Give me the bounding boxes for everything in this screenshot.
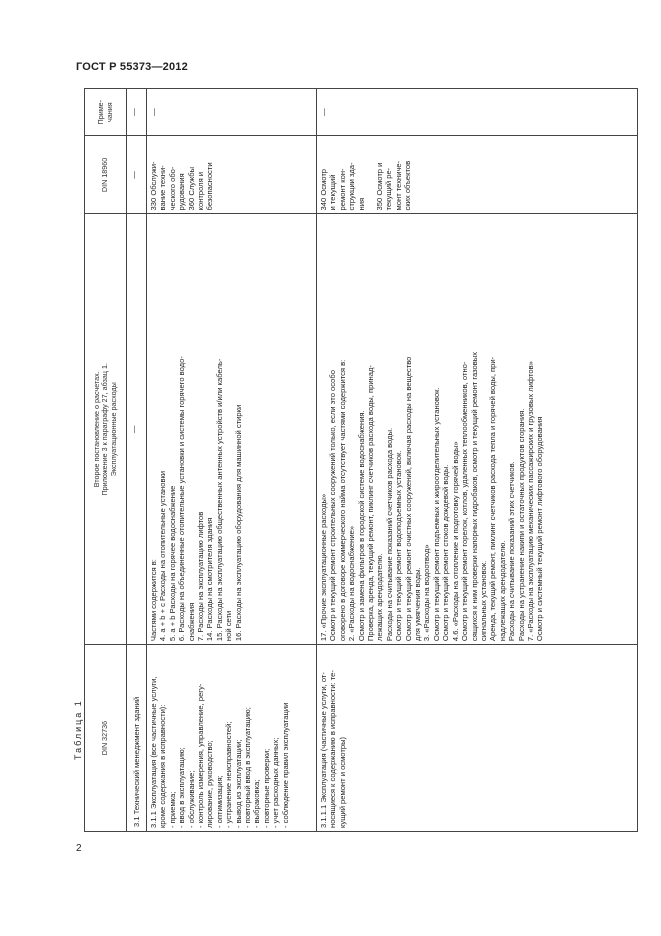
header-notes-line: чания [104,102,114,122]
section-notes-dash: — [127,89,147,136]
header-notes-line: Приме- [95,99,105,125]
text-line: - оптимизация; [214,775,224,828]
header-ordinance-line: Второе постановление о расчетах. [91,371,101,488]
header-ordinance-line: Эксплуатационные расходы [108,382,118,477]
text-line: 330 Обслужи- [149,161,158,211]
text-line: сигнальных установок. [478,560,488,642]
text-line: Осмотр и замена фильтров в городской системе водоснабжения. [356,410,366,642]
row2-notes-dash: — [317,89,638,136]
text-line: 6. Расходы на объединенные отопительные установки и системы горячего водо- [177,356,187,642]
header-din32736: DIN 32736 [85,645,127,832]
text-line: 14. Расходы на смотрителя здания [205,517,215,642]
text-line: снабжения [186,602,196,642]
text-line: текущий ре- [384,167,394,211]
header-row [85,89,127,832]
row2-din18960 [317,136,638,214]
text-line: рудования [177,173,187,211]
table-row-operation [147,89,317,832]
section-row [127,89,147,832]
text-line: Расходы на считывание показаний счетчиков расхода воды. [384,427,394,642]
row2-ordinance [317,214,638,645]
row1-notes-dash: — [147,89,317,136]
text-line: 340 Осмотр [319,168,328,211]
text-line: монт техниче- [393,160,403,211]
text-line: 7. Расходы на эксплуатацию лифтов [196,511,206,642]
text-line: 350 Осмотр и [375,162,385,211]
text-line: - ввод в эксплуатацию; [177,747,187,828]
text-line: Осмотр и текущий ремонт стоков дождевой воды. [441,464,451,642]
text-line: 360 Службы [186,166,196,211]
text-line: ремонт кон- [337,168,347,211]
text-line: и текущий [328,174,338,211]
header-ordinance-line: Приложение 3 к параграфу 27, абзац 1. [100,362,110,496]
text-line: надлежащих арендодателю. [497,540,507,642]
header-notes [85,89,127,136]
text-line: - контроль измерения, управление, регу- [196,683,206,828]
text-line: Осмотр и текущий ремонт строительных сооружений только, если это особо [328,370,338,642]
text-line: для умягчения воды. [413,567,423,642]
table-caption: Таблица 1 [73,699,83,760]
table-caption-wrapper [68,670,82,760]
text-line: 3. «Расходы на водоотвод» [422,544,432,642]
text-line: Осмотр и текущий ремонт горелок, котлов, удаленных теплообменников, отно- [460,361,470,642]
text-line: - выбраковка; [252,779,262,828]
text-line: - повторные проверки; [261,748,271,828]
row1-din18960 [147,136,317,214]
text-line: ния [356,197,366,211]
header-ordinance [85,214,127,645]
row1-ordinance [147,214,317,645]
text-line: Осмотр и текущий ремонт водоподъемных установок. [394,450,404,642]
header-din18960: DIN 18960 [85,136,127,214]
text-line: 5. a + b Расходы на горячее водоснабжение [167,485,177,642]
rotated-table-frame [84,88,638,832]
row2-din32736 [317,645,638,832]
text-line: безопасности [205,162,215,211]
text-line: Расходы на считывание показаний этих счетчиков. [507,461,517,642]
text-line: - устранение неисправностей; [224,721,234,828]
text-line [366,139,375,210]
text-line: - учет расходных данных; [271,737,281,828]
text-line: оговорено в договоре коммерческого найма отсутствует частями содержится в: [337,359,347,642]
text-line: Осмотр и текущий ремонт очистных сооружений, включая расходы на вещество [403,356,413,642]
text-line: носящиеся к содержанию в исправности: те- [328,670,338,828]
text-line: 4.6. «Расходы на отопление и подготовку горячей воды» [450,441,460,642]
text-line: Проверка, аренда, текущий ремонт, пиклинг счетчиков расхода воды, принад- [366,365,376,642]
text-line: 7. «Расходы на эксплуатацию механических пассажирских и грузовых лифтов» [525,361,535,642]
text-line: - соблюдение правил эксплуатации [280,702,290,828]
text-line: 4. a + b + c Расходы на отопительные установки [158,470,168,642]
text-line: 15. Расходы на эксплуатацию общественных антенных устройств и/или кабель- [214,358,224,642]
text-line: - повторный ввод в эксплуатацию; [243,707,253,828]
text-line: - вывод из эксплуатации; [233,739,243,828]
text-line: Аренда, текущий ремонт, пиклинг счетчиков расхода тепла и горячей воды, при- [488,356,498,642]
text-line: Частями содержится в: [149,559,158,642]
table-row-maintenance [317,89,638,832]
text-line: - обслуживание; [186,770,196,828]
row1-din32736 [147,645,317,832]
text-line: ских объектов [403,160,413,211]
text-line: кроме содержания в исправности): [158,704,168,828]
comparison-table [84,88,638,832]
text-line: контроля и [196,171,206,211]
section-din18960-dash: — [127,136,147,214]
text-line: 3.1.1.1 Эксплуатация (частичные услуги, от- [319,672,328,828]
text-line: - приемка; [167,791,177,828]
text-line: ной сети [224,610,234,642]
text-line: лежащих арендодателю. [375,553,385,642]
text-line: вание техни- [158,165,168,211]
page-number: 2 [76,843,82,854]
text-line: 2. «Расходы на водоснабжение» [347,525,357,642]
text-line: 17. «Прочие эксплуатационные расходы» [319,493,328,642]
text-line: Осмотр и системный текущий ремонт лифтового оборудования [535,416,545,642]
text-line: сящихся к ним проверки напорных гидробаков, осмотр и текущий ремонт газовых [469,351,479,642]
text-line: Расходы на устранение накипи и остаточных продуктов сгорания. [516,408,526,642]
section-title: 3.1 Технический менеджмент зданий [127,645,147,832]
section-ordinance-dash: — [127,214,147,645]
text-line: струкции зда- [347,162,357,211]
text-line: лирование, руководство; [205,740,215,828]
text-line: 16. Расходы на эксплуатацию оборудования для машинной стирки [233,404,243,642]
text-line: 3.1.1 Эксплуатация (все частичные услуги, [149,676,158,828]
document-code: ГОСТ Р 55373—2012 [76,61,188,73]
text-line: кущий ремонт и осмотры) [337,736,347,828]
text-line: Осмотр и текущий ремонт подъемных и жироотделительных установок. [431,387,441,642]
text-line: ческого обо- [167,166,177,211]
